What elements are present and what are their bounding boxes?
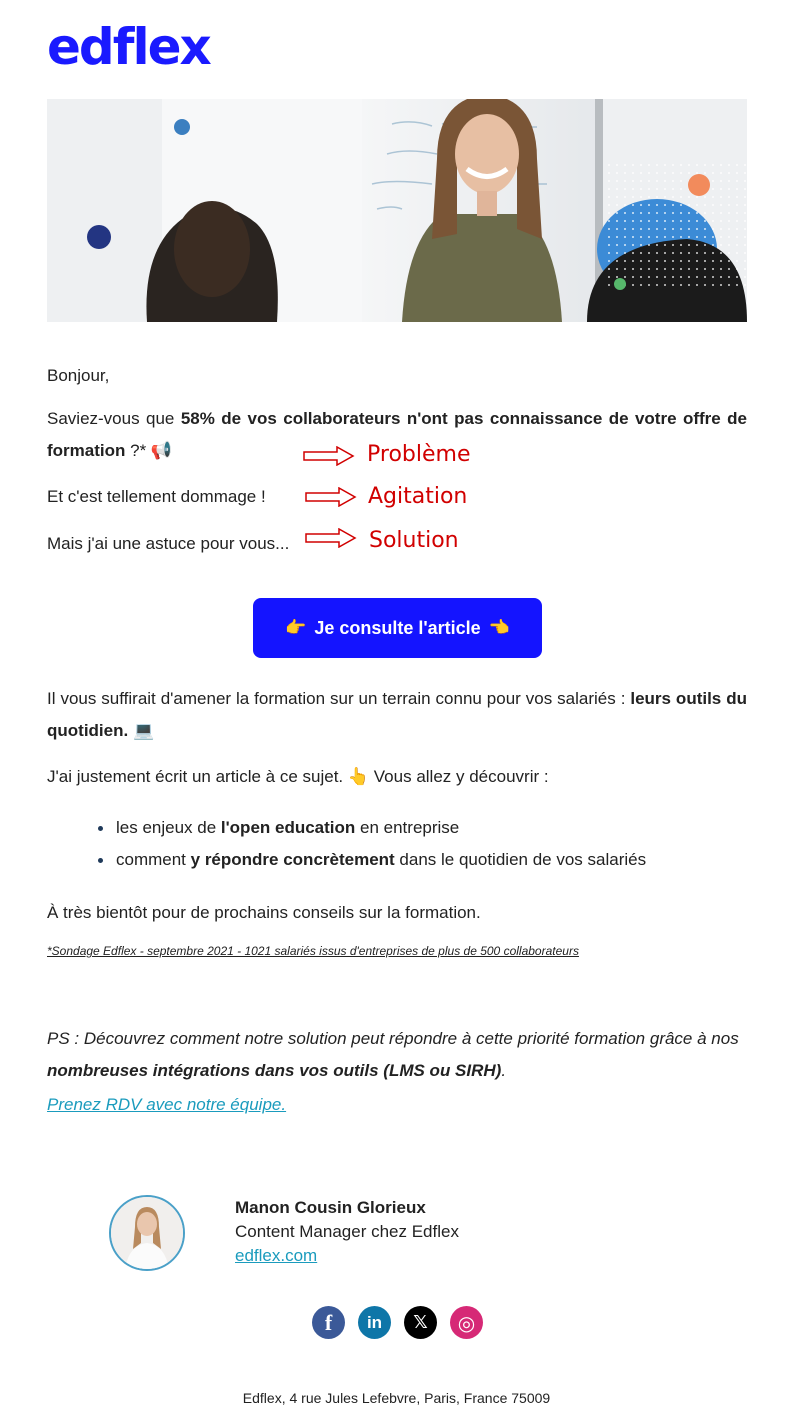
intro-stat: 58% de vos collaborateurs n'ont pas connaissance de votre offre de formation (47, 409, 747, 460)
solution-line: Mais j'ai une astuce pour vous... (47, 534, 290, 553)
laptop-icon: 💻 (132, 721, 155, 741)
bullet-bold: y répondre concrètement (190, 850, 395, 869)
signature-name: Manon Cousin Glorieux (235, 1198, 426, 1217)
article-intro-text: J'ai justement écrit un article à ce sujet. (47, 767, 348, 786)
intro-text: Saviez-vous que (47, 409, 181, 428)
tools-paragraph (47, 683, 747, 747)
benefits-list (98, 812, 748, 876)
x-icon[interactable]: 𝕏 (404, 1306, 437, 1339)
instagram-icon[interactable]: ◎ (450, 1306, 483, 1339)
linkedin-icon[interactable]: in (358, 1306, 391, 1339)
survey-footnote: *Sondage Edflex - septembre 2021 - 1021 salariés issus d'entreprises de plus de 500 collaborateurs (47, 944, 579, 958)
ps-text: PS : Découvrez comment notre solution peut répondre à cette priorité formation grâce à nos (47, 1029, 739, 1048)
bullet-pre: les enjeux de (116, 818, 221, 837)
arrow-right-icon (303, 446, 355, 466)
facebook-icon[interactable]: f (312, 1306, 345, 1339)
pointing-right-icon: 👉 (285, 618, 307, 638)
footer-address: Edflex, 4 rue Jules Lefebvre, Paris, France 75009 (242, 1390, 551, 1406)
bullet-post: en entreprise (355, 818, 460, 837)
read-article-button[interactable] (253, 598, 542, 658)
megaphone-icon: 📢 (150, 441, 173, 461)
ps-suffix: . (501, 1061, 507, 1080)
arrow-right-icon (305, 528, 357, 548)
website-link[interactable]: edflex.com (235, 1246, 318, 1265)
bullet-pre: comment (116, 850, 191, 869)
list-item (98, 844, 748, 876)
annotation-probleme: Problème (367, 442, 471, 467)
article-intro-suffix: Vous allez y découvrir : (369, 767, 549, 786)
arrow-right-icon (305, 487, 357, 507)
tools-bold: leurs outils du quotidien. (47, 689, 747, 740)
signature-role: Content Manager chez Edflex (235, 1222, 459, 1241)
cta-label: Je consulte l'article (314, 617, 481, 638)
book-meeting-link[interactable]: Prenez RDV avec notre équipe. (47, 1095, 287, 1114)
bullet-bold: l'open education (220, 818, 356, 837)
closing-line: À très bientôt pour de prochains conseils sur la formation. (47, 903, 481, 922)
pointing-left-icon: 👈 (488, 618, 510, 638)
annotation-agitation: Agitation (368, 484, 468, 509)
tools-text: Il vous suffirait d'amener la formation sur un terrain connu pour vos salariés : (47, 689, 631, 708)
hero-banner-image (47, 99, 747, 322)
pointing-up-icon: 👆 (347, 767, 370, 787)
article-intro (47, 761, 747, 793)
signature-block (235, 1196, 459, 1268)
annotation-solution: Solution (369, 528, 459, 553)
agitation-line: Et c'est tellement dommage ! (47, 487, 266, 506)
list-item (98, 812, 748, 844)
greeting: Bonjour, (47, 366, 110, 385)
ps-paragraph (47, 1023, 747, 1087)
edflex-logo[interactable]: edflex (47, 18, 210, 76)
intro-suffix: ?* (125, 441, 151, 460)
avatar (109, 1195, 185, 1271)
ps-bold: nombreuses intégrations dans vos outils (LMS ou SIRH) (47, 1061, 502, 1080)
bullet-post: dans le quotidien de vos salariés (394, 850, 647, 869)
